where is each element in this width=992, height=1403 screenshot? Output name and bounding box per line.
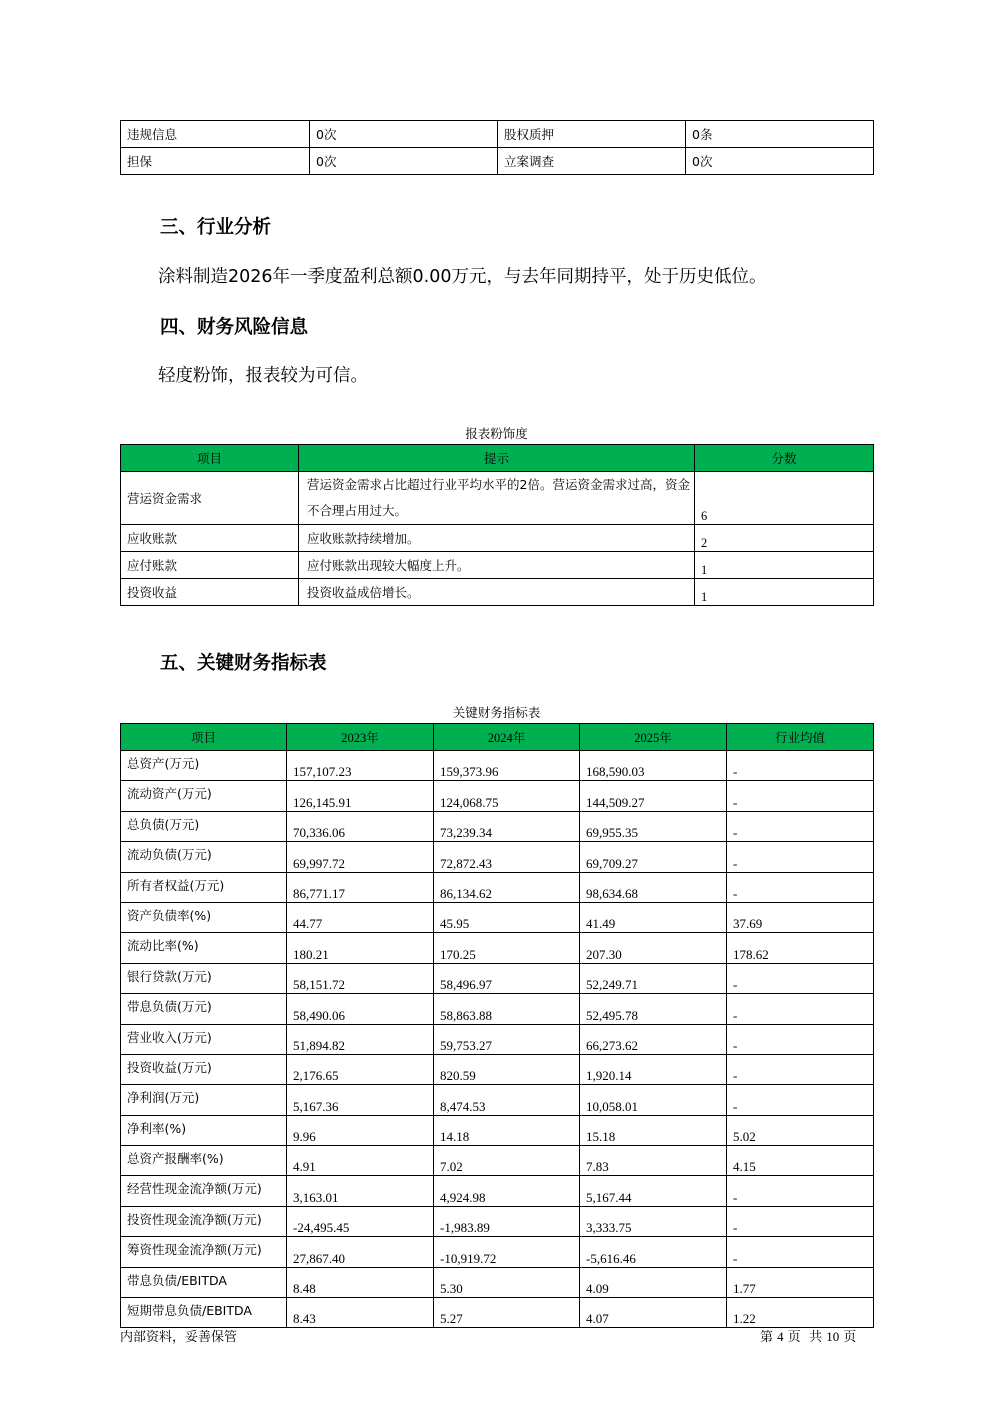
metric-value: 37.69: [727, 902, 874, 932]
metric-value: -: [727, 994, 874, 1024]
metric-label: 净利润(万元): [121, 1085, 287, 1115]
table-row: [121, 1115, 874, 1145]
metric-label: 经营性现金流净额(万元): [121, 1176, 287, 1206]
metric-value: -: [727, 811, 874, 841]
table-row: [121, 933, 874, 963]
metric-value: 7.02: [434, 1146, 580, 1176]
metric-value: 2,176.65: [287, 1054, 434, 1084]
page-number: 4: [777, 1329, 784, 1344]
metric-label: 资产负债率(%): [121, 902, 287, 932]
violation-table-body: [121, 121, 874, 175]
metric-label: 筹资性现金流净额(万元): [121, 1237, 287, 1267]
risk-score: 6: [695, 472, 874, 525]
metric-value: 59,753.27: [434, 1024, 580, 1054]
metric-value: 8.43: [287, 1298, 434, 1328]
metric-value: -: [727, 781, 874, 811]
metric-label: 营业收入(万元): [121, 1024, 287, 1054]
column-header: 分数: [695, 445, 874, 472]
table-row: [121, 472, 874, 525]
table-cell-label: 股权质押: [498, 121, 686, 148]
table-row: [121, 552, 874, 579]
metric-value: 4.07: [580, 1298, 727, 1328]
footer-pagination: [760, 1326, 856, 1345]
metric-value: 820.59: [434, 1054, 580, 1084]
table-row: [121, 1085, 874, 1115]
column-header: 行业均值: [727, 724, 874, 751]
metric-value: 58,490.06: [287, 994, 434, 1024]
metric-value: -: [727, 1176, 874, 1206]
table-cell-label: 违规信息: [121, 121, 310, 148]
table-cell-value: 0次: [310, 121, 498, 148]
column-header: 2024年: [434, 724, 580, 751]
metric-label: 流动资产(万元): [121, 781, 287, 811]
metric-value: 124,068.75: [434, 781, 580, 811]
metric-value: 8.48: [287, 1267, 434, 1297]
metric-value: 45.95: [434, 902, 580, 932]
metric-value: 86,771.17: [287, 872, 434, 902]
column-header: 项目: [121, 724, 287, 751]
metric-value: 41.49: [580, 902, 727, 932]
column-header: 提示: [299, 445, 695, 472]
kpi-table-caption: 关键财务指标表: [452, 705, 541, 720]
risk-hint: 营运资金需求占比超过行业平均水平的2倍。营运资金需求过高，资金不合理占用过大。: [299, 472, 695, 525]
metric-value: 4.91: [287, 1146, 434, 1176]
metric-value: 180.21: [287, 933, 434, 963]
risk-item: 应收账款: [121, 525, 299, 552]
metric-value: -: [727, 963, 874, 993]
metric-label: 所有者权益(万元): [121, 872, 287, 902]
metric-value: 69,997.72: [287, 842, 434, 872]
section3-text: 涂料制造2026年一季度盈利总额0.00万元，与去年同期持平，处于历史低位。: [158, 267, 767, 287]
metric-label: 流动比率(%): [121, 933, 287, 963]
metric-value: -: [727, 1206, 874, 1236]
metric-value: -1,983.89: [434, 1206, 580, 1236]
metric-value: 178.62: [727, 933, 874, 963]
metric-value: 5.30: [434, 1267, 580, 1297]
total-prefix: 共: [809, 1330, 823, 1345]
table-row: [121, 811, 874, 841]
metric-label: 带息负债(万元): [121, 994, 287, 1024]
metric-value: 5,167.36: [287, 1085, 434, 1115]
table-row: [121, 579, 874, 606]
metric-value: -: [727, 842, 874, 872]
metric-value: 5.27: [434, 1298, 580, 1328]
section3-title: 三、行业分析: [160, 217, 272, 238]
risk-item: 营运资金需求: [121, 472, 299, 525]
metric-label: 短期带息负债/EBITDA: [121, 1298, 287, 1328]
metric-label: 投资收益(万元): [121, 1054, 287, 1084]
kpi-table-body: [121, 751, 874, 1328]
risk-score: 1: [695, 579, 874, 606]
metric-value: 15.18: [580, 1115, 727, 1145]
metric-value: 159,373.96: [434, 751, 580, 781]
metric-value: 4,924.98: [434, 1176, 580, 1206]
metric-value: 10,058.01: [580, 1085, 727, 1115]
metric-value: 4.15: [727, 1146, 874, 1176]
metric-value: 52,495.78: [580, 994, 727, 1024]
metric-value: 8,474.53: [434, 1085, 580, 1115]
metric-value: -24,495.45: [287, 1206, 434, 1236]
table-row: [121, 902, 874, 932]
risk-table-header: [121, 445, 874, 472]
risk-hint: 应付账款出现较大幅度上升。: [299, 552, 695, 579]
metric-value: 69,709.27: [580, 842, 727, 872]
metric-label: 银行贷款(万元): [121, 963, 287, 993]
metric-value: 98,634.68: [580, 872, 727, 902]
metric-value: 86,134.62: [434, 872, 580, 902]
metric-value: 168,590.03: [580, 751, 727, 781]
table-cell-value: 0次: [686, 148, 874, 175]
metric-value: -: [727, 1085, 874, 1115]
table-row: [121, 1176, 874, 1206]
table-row: [121, 1024, 874, 1054]
metric-value: 126,145.91: [287, 781, 434, 811]
metric-label: 总资产(万元): [121, 751, 287, 781]
metric-label: 总负债(万元): [121, 811, 287, 841]
footer-left: 内部资料，妥善保管: [120, 1330, 238, 1345]
metric-value: 52,249.71: [580, 963, 727, 993]
metric-value: 3,333.75: [580, 1206, 727, 1236]
table-row: [121, 842, 874, 872]
metric-value: 5.02: [727, 1115, 874, 1145]
table-row: [121, 148, 874, 175]
table-row: [121, 525, 874, 552]
metric-value: 27,867.40: [287, 1237, 434, 1267]
metric-label: 投资性现金流净额(万元): [121, 1206, 287, 1236]
table-row: [121, 1206, 874, 1236]
metric-value: 3,163.01: [287, 1176, 434, 1206]
metric-value: -: [727, 1237, 874, 1267]
table-row: [121, 994, 874, 1024]
metric-value: 5,167.44: [580, 1176, 727, 1206]
table-row: [121, 1237, 874, 1267]
risk-table: [120, 444, 874, 606]
column-header: 2025年: [580, 724, 727, 751]
table-cell-label: 立案调查: [498, 148, 686, 175]
risk-item: 应付账款: [121, 552, 299, 579]
metric-value: 1,920.14: [580, 1054, 727, 1084]
violation-table: [120, 120, 874, 175]
risk-item: 投资收益: [121, 579, 299, 606]
kpi-table-header: [121, 724, 874, 751]
metric-label: 带息负债/EBITDA: [121, 1267, 287, 1297]
risk-hint: 投资收益成倍增长。: [299, 579, 695, 606]
metric-value: 207.30: [580, 933, 727, 963]
risk-score: 1: [695, 552, 874, 579]
table-row: [121, 1298, 874, 1328]
table-row: [121, 781, 874, 811]
metric-value: 144,509.27: [580, 781, 727, 811]
metric-value: 69,955.35: [580, 811, 727, 841]
table-row: [121, 751, 874, 781]
metric-label: 净利率(%): [121, 1115, 287, 1145]
metric-value: 58,496.97: [434, 963, 580, 993]
total-suffix: 页: [843, 1330, 857, 1345]
kpi-table: [120, 723, 874, 1328]
metric-value: 1.77: [727, 1267, 874, 1297]
metric-value: 73,239.34: [434, 811, 580, 841]
risk-table-body: [121, 472, 874, 606]
metric-value: 66,273.62: [580, 1024, 727, 1054]
section4-text: 轻度粉饰，报表较为可信。: [158, 366, 368, 386]
metric-value: 58,151.72: [287, 963, 434, 993]
column-header: 项目: [121, 445, 299, 472]
metric-value: -: [727, 1024, 874, 1054]
table-row: [121, 1054, 874, 1084]
page-prefix: 第: [760, 1330, 774, 1345]
metric-value: 4.09: [580, 1267, 727, 1297]
table-cell-label: 担保: [121, 148, 310, 175]
table-row: [121, 1267, 874, 1297]
metric-value: 44.77: [287, 902, 434, 932]
metric-value: 14.18: [434, 1115, 580, 1145]
page-mid: 页: [787, 1330, 801, 1345]
metric-value: 9.96: [287, 1115, 434, 1145]
column-header: 2023年: [287, 724, 434, 751]
metric-value: 7.83: [580, 1146, 727, 1176]
metric-value: 51,894.82: [287, 1024, 434, 1054]
table-cell-value: 0条: [686, 121, 874, 148]
metric-value: 170.25: [434, 933, 580, 963]
risk-table-caption: 报表粉饰度: [465, 426, 528, 441]
metric-value: -10,919.72: [434, 1237, 580, 1267]
table-row: [121, 963, 874, 993]
metric-value: 70,336.06: [287, 811, 434, 841]
table-row: [121, 1146, 874, 1176]
metric-value: 72,872.43: [434, 842, 580, 872]
metric-value: 1.22: [727, 1298, 874, 1328]
metric-value: 157,107.23: [287, 751, 434, 781]
metric-value: -: [727, 1054, 874, 1084]
section4-title: 四、财务风险信息: [160, 317, 309, 338]
risk-hint: 应收账款持续增加。: [299, 525, 695, 552]
metric-value: -: [727, 872, 874, 902]
table-cell-value: 0次: [310, 148, 498, 175]
metric-label: 总资产报酬率(%): [121, 1146, 287, 1176]
table-row: [121, 872, 874, 902]
total-number: 10: [826, 1329, 840, 1344]
section5-title: 五、关键财务指标表: [160, 653, 327, 674]
metric-label: 流动负债(万元): [121, 842, 287, 872]
metric-value: -5,616.46: [580, 1237, 727, 1267]
metric-value: 58,863.88: [434, 994, 580, 1024]
metric-value: -: [727, 751, 874, 781]
table-row: [121, 121, 874, 148]
risk-score: 2: [695, 525, 874, 552]
